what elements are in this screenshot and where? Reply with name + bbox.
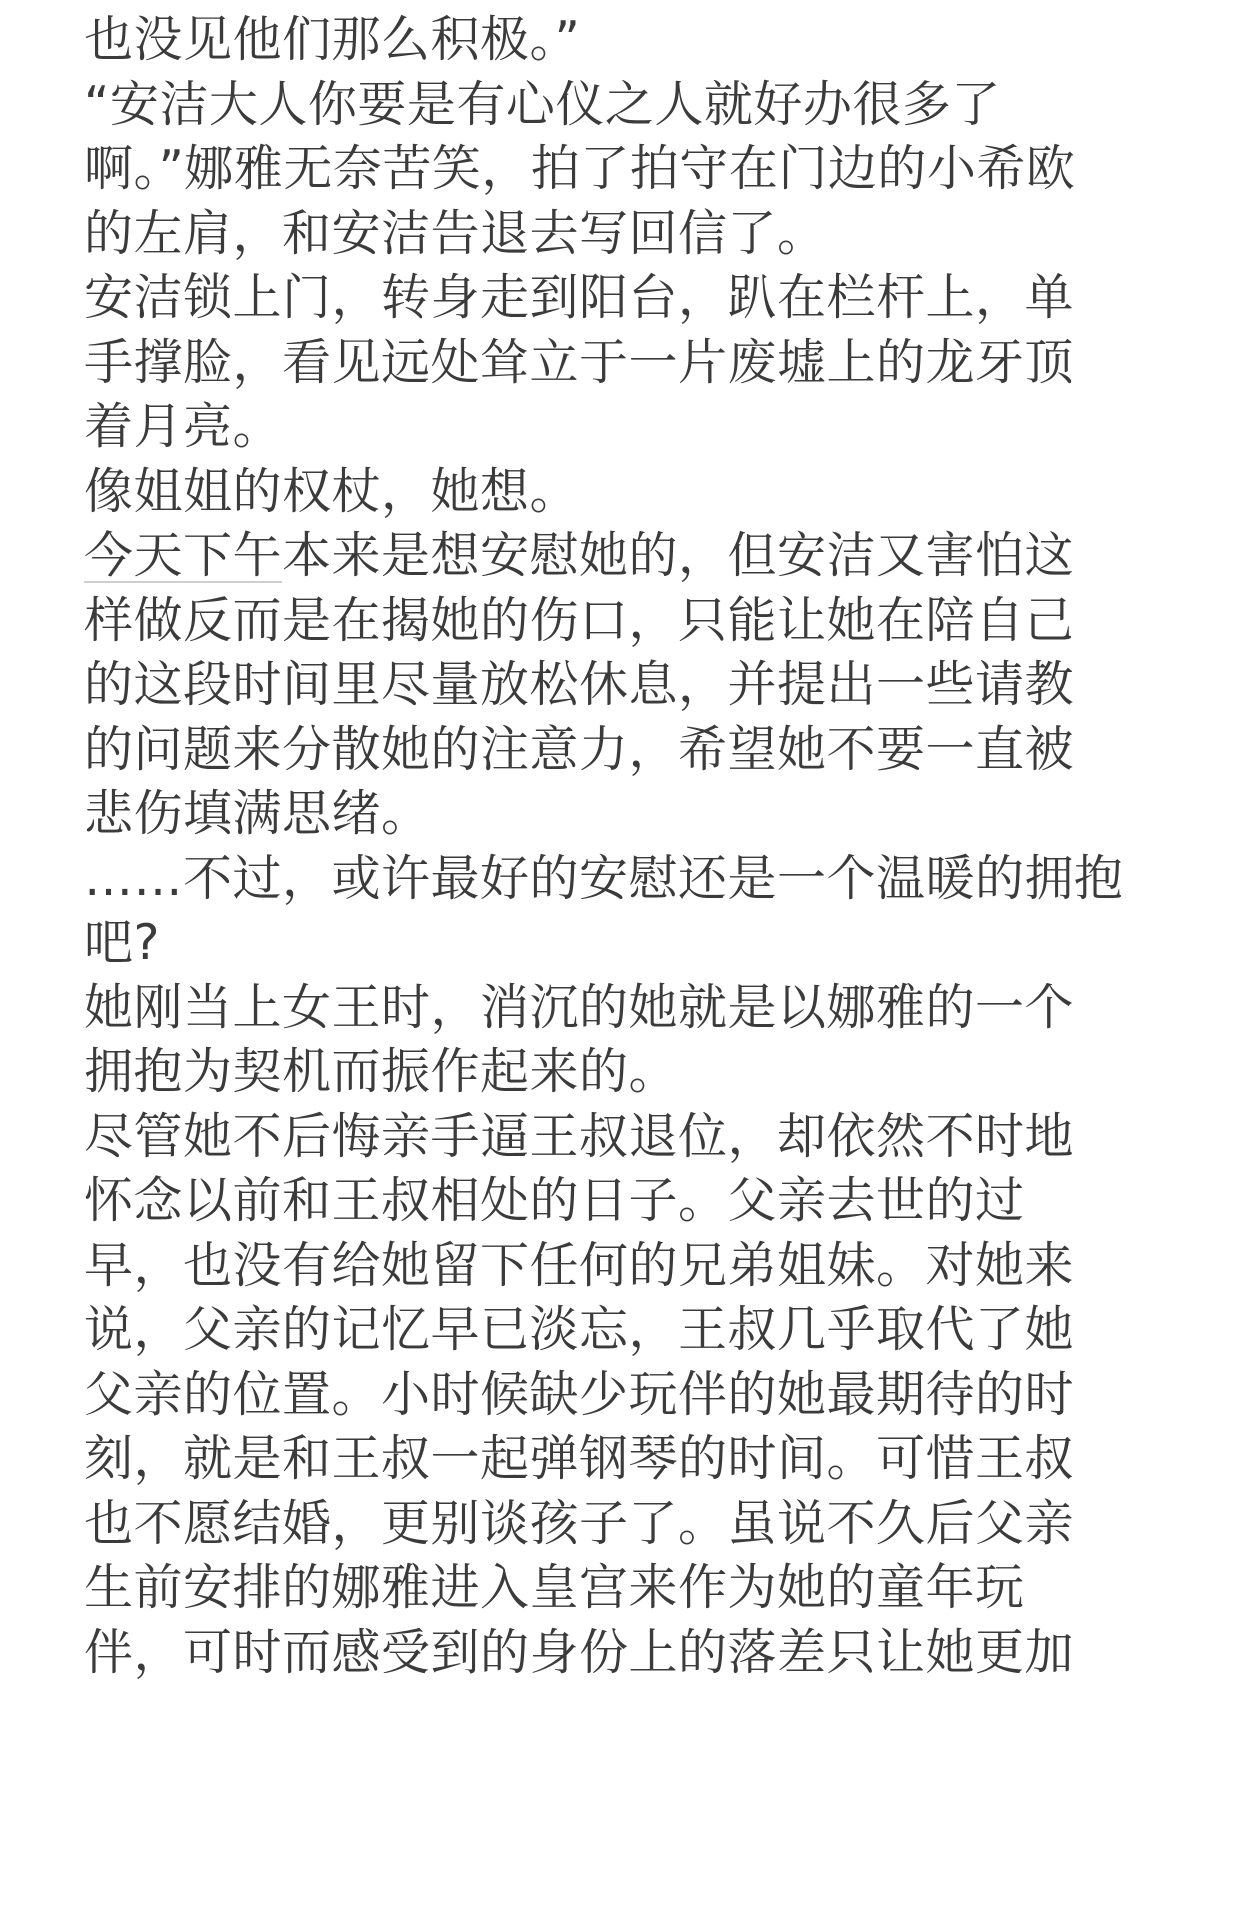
text-line: 也没见他们那么积极。”	[84, 11, 581, 68]
text-line: 吧?	[84, 914, 161, 971]
text-line: 父亲的位置。小时候缺少玩伴的她最期待的时	[84, 1365, 1075, 1423]
text-line: 拥抱为契机而振作起来的。	[84, 1043, 679, 1100]
text-line: 也不愿结婚，更别谈孩子了。虽说不久后父亲	[84, 1494, 1075, 1552]
text-line: 怀念以前和王叔相处的日子。父亲去世的过	[84, 1172, 1025, 1229]
underlined-fragment: 今天下午	[84, 527, 283, 584]
text-line: 的问题来分散她的注意力，希望她不要一直被	[84, 720, 1075, 778]
text-line: 尽管她不后悔亲手逼王叔退位，却依然不时地	[84, 1107, 1075, 1165]
text-fragment: 本来是想安慰她的，但安洁又害怕这	[282, 527, 1075, 584]
text-line: ……不过，或许最好的安慰还是一个温暖的拥抱	[84, 849, 1124, 907]
text-line: 伴，可时而感受到的身份上的落差只让她更加	[84, 1623, 1075, 1681]
document-text	[84, 8, 1194, 1685]
text-line: 像姐姐的权杖，她想。	[84, 462, 580, 520]
text-line: 的左肩，和安洁告退去写回信了。	[84, 204, 827, 262]
text-line: 着月亮。	[84, 398, 283, 455]
text-line: “安洁大人你要是有心仪之人就好办很多了	[84, 75, 1001, 133]
text-line: 样做反而是在揭她的伤口，只能让她在陪自己	[84, 591, 1075, 649]
text-line: 她刚当上女王时，消沉的她就是以娜雅的一个	[84, 978, 1075, 1036]
text-line-underlined	[84, 524, 1194, 589]
text-line: 早，也没有给她留下任何的兄弟姐妹。对她来	[84, 1236, 1075, 1294]
text-line: 手撑脸，看见远处耸立于一片废墟上的龙牙顶	[84, 333, 1075, 391]
text-line: 的这段时间里尽量放松休息，并提出一些请教	[84, 656, 1075, 713]
text-line: 刻，就是和王叔一起弹钢琴的时间。可惜王叔	[84, 1430, 1075, 1487]
text-line: 说，父亲的记忆早已淡忘，王叔几乎取代了她	[84, 1301, 1075, 1358]
text-line: 悲伤填满思绪。	[84, 785, 431, 842]
text-line: 啊。”娜雅无奈苦笑，拍了拍守在门边的小希欧	[84, 140, 1076, 197]
text-line: 安洁锁上门，转身走到阳台，趴在栏杆上，单	[84, 269, 1075, 326]
text-line: 生前安排的娜雅进入皇宫来作为她的童年玩	[84, 1559, 1025, 1616]
